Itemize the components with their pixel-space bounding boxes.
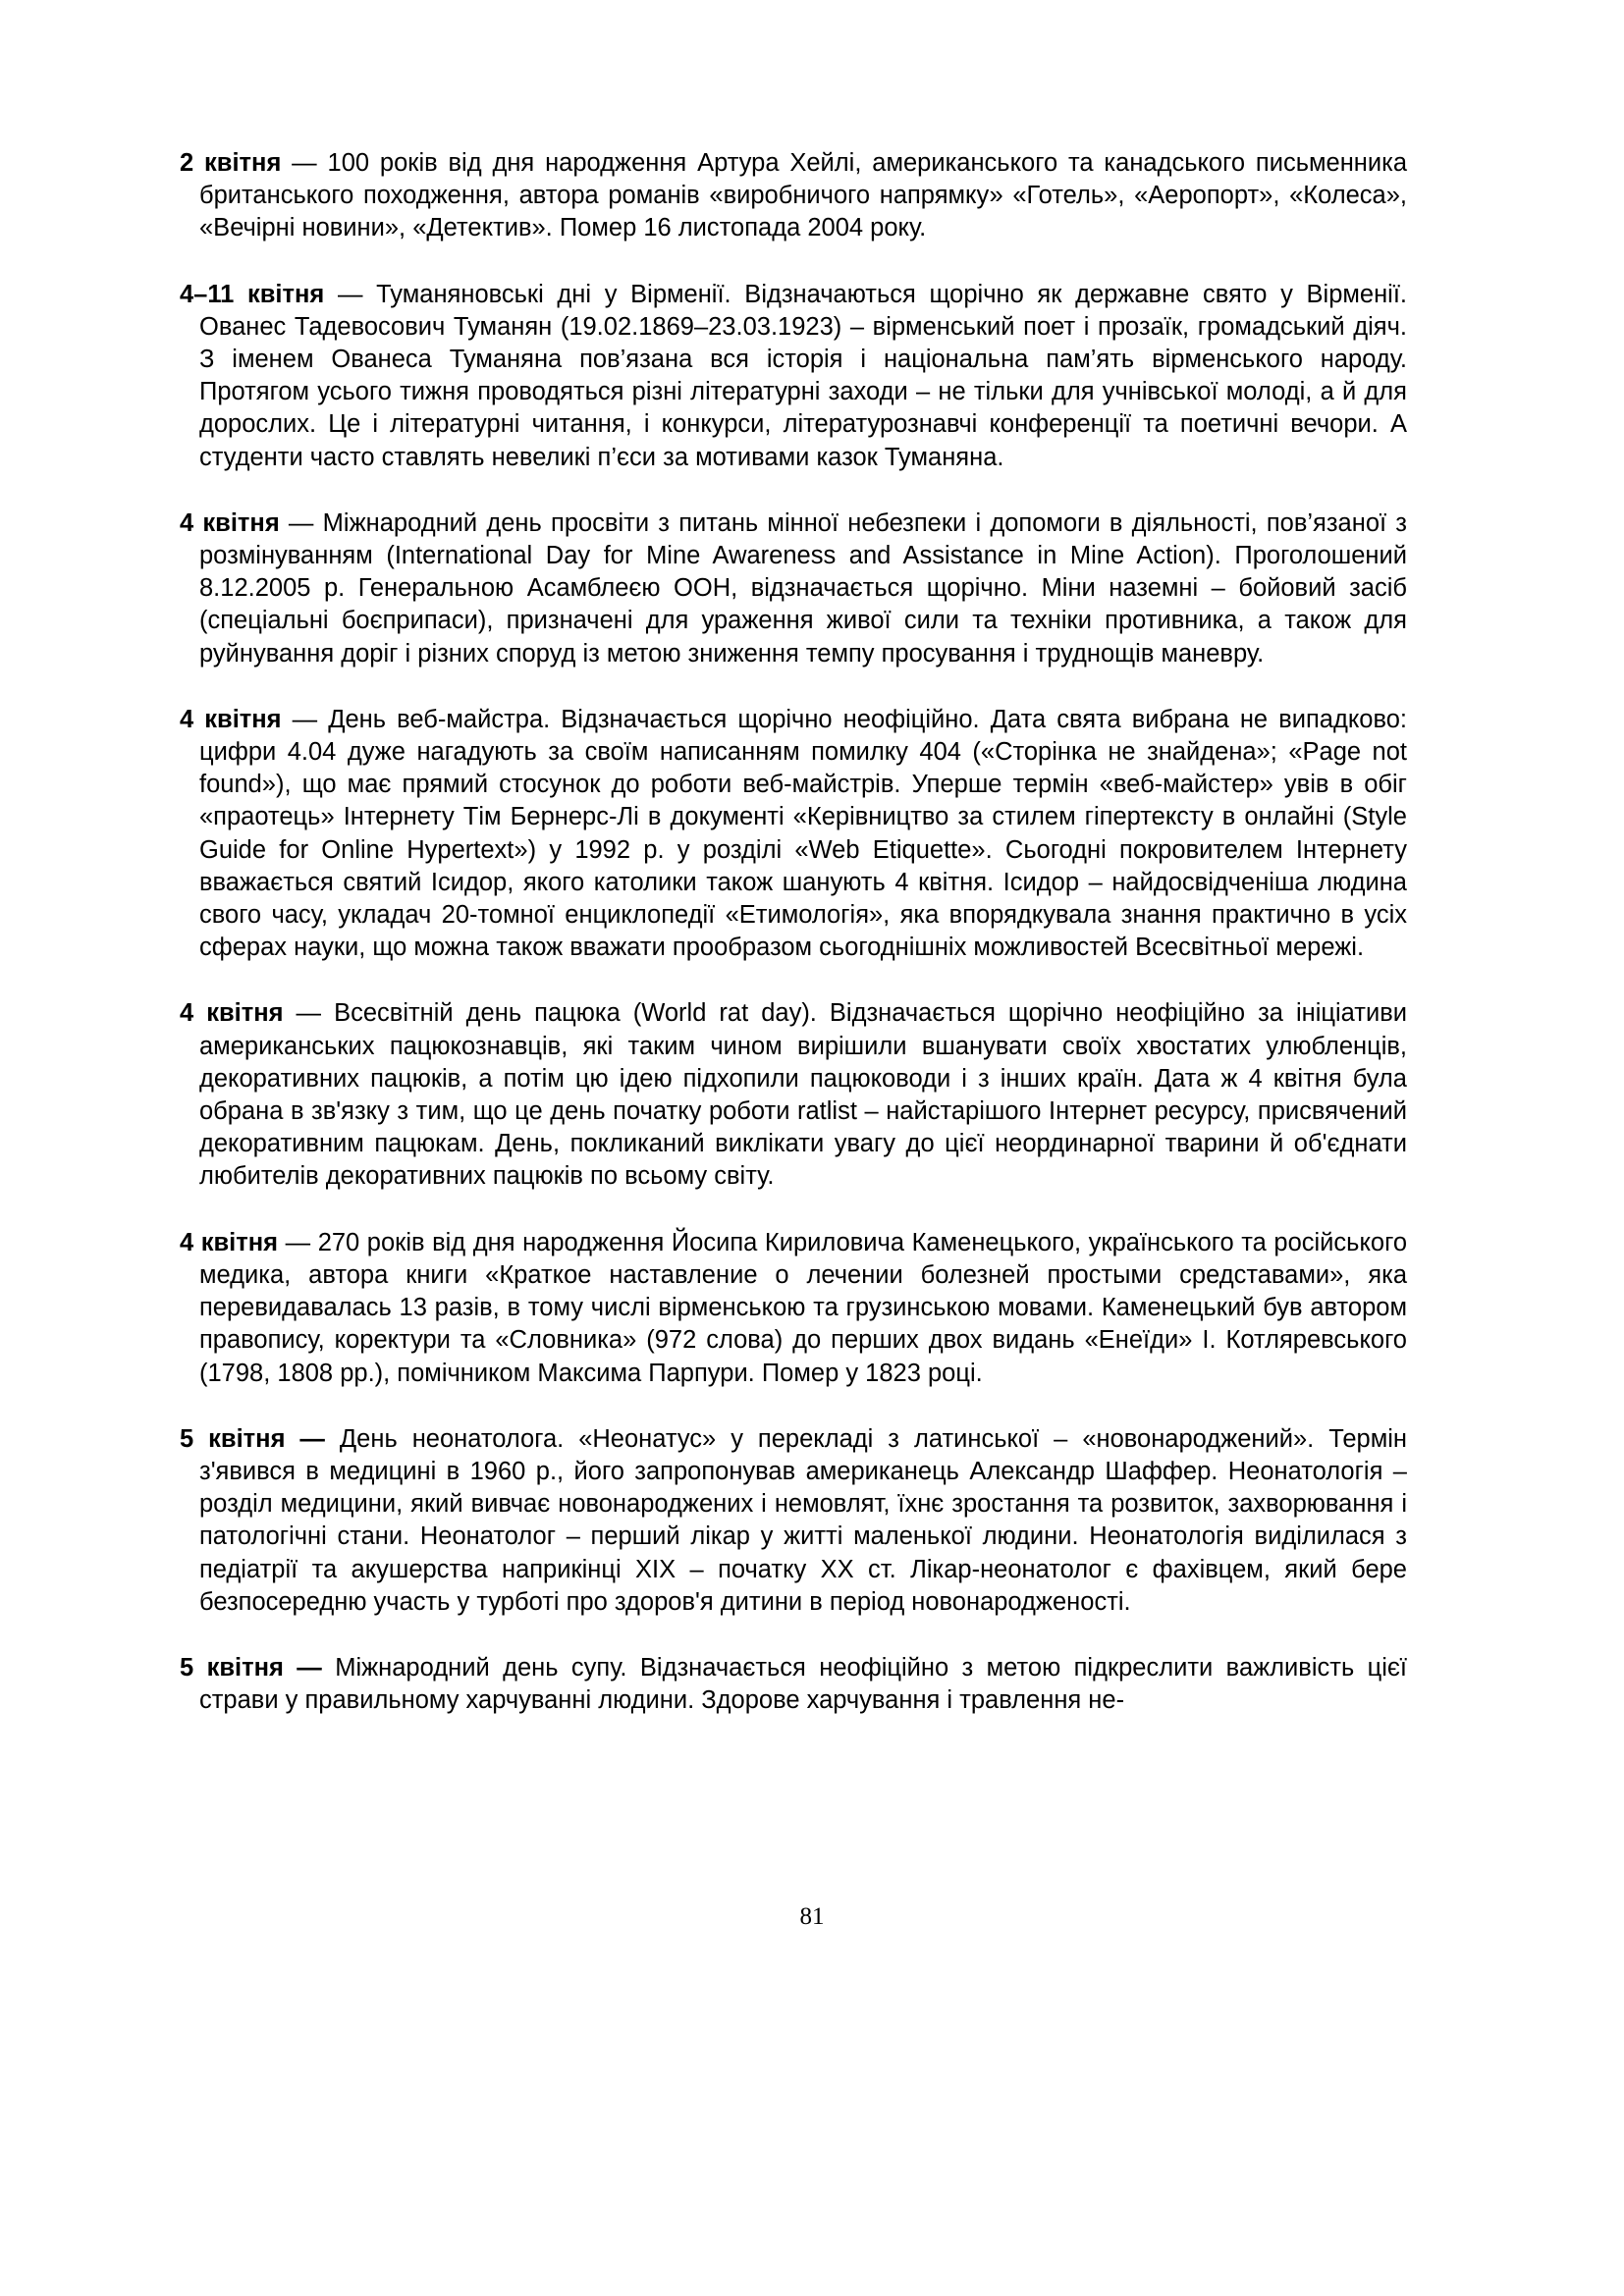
calendar-entry — [180, 147, 1407, 245]
entry-dash: — — [285, 1424, 340, 1453]
entry-dash: — — [279, 508, 323, 537]
entry-dash: — — [324, 280, 377, 308]
entry-paragraph — [180, 997, 1407, 1193]
entry-text: День неонатолога. «Неонатус» у перекладі з латинської – «новонароджений». Термін з'явився в медицині в 1960 р., його запропонував американець Александр Шаффер. Неонатологія – розділ медицини, який вивчає новонароджених і немовлят, їхнє зростання та розвиток, захворювання і патологічні стани. Неонатолог – перший лікар у житті маленької людини. Неонатологія виділилася з педіатрії та акушерства наприкінці XIX – початку XX ст. Лікар-неонатолог є фахівцем, який бере безпосередню участь у турботі про здоров'я дитини в період новонародженості. — [199, 1424, 1408, 1616]
entry-paragraph — [180, 1227, 1407, 1390]
entry-text: Всесвітній день пацюка (World rat day). Відзначається щорічно неофіційно за ініціативи американських пацюкознавців, які таким чином вирішили вшанувати своїх хвостатих улюбленців, декоративних пацюків, а потім цю ідею підхопили пацюководи і з інших країн. Дата ж 4 квітня була обрана в зв'язку з тим, що це день початку роботи ratlist – найстарішого Інтернет ресурсу, присвячений декоративним пацюкам. День, покликаний виклікати увагу до цієї неординарної тварини й об'єднати любителів декоративних пацюків по всьому світу. — [199, 999, 1408, 1191]
calendar-entry — [180, 279, 1407, 474]
entry-paragraph — [180, 704, 1407, 965]
entry-text: Міжнародний день супу. Відзначається неофіційно з метою підкреслити важливість цієї страви у правильному харчуванні людини. Здорове харчування і травлення не- — [199, 1653, 1408, 1715]
entry-dash: — — [283, 999, 335, 1028]
calendar-entry — [180, 507, 1407, 670]
entry-dash: — — [283, 1653, 336, 1682]
entry-dash: — — [278, 1228, 318, 1256]
entry-date: 5 квітня — [180, 1424, 286, 1453]
entry-paragraph — [180, 1652, 1407, 1717]
calendar-entry — [180, 1423, 1407, 1619]
entry-text: 270 років від дня народження Йосипа Кириловича Каменецького, українського та російського медика, автора книги «Краткое наставление о лечении болезней простыми средставами», яка перевидавалась 13 разів, в тому числі вірменською та грузинською мовами. Каменецький був автором правопису, коректури та «Словника» (972 слова) до перших двох видань «Енеїди» І. Котляревського (1798, 1808 рр.), помічником Максима Парпури. Помер у 1823 році. — [199, 1228, 1408, 1387]
entry-paragraph — [180, 279, 1407, 474]
entry-date: 4 квітня — [180, 999, 284, 1028]
document-page — [180, 147, 1407, 1750]
entry-date: 4 квітня — [180, 1228, 279, 1256]
entry-date: 2 квітня — [180, 149, 282, 177]
entry-text: Міжнародний день просвіти з питань мінної небезпеки і допомоги в діяльності, пов’язаної з розмінуванням (International Day for Mine Awareness and Assistance in Mine Action). Проголошений 8.12.2005 р. Генеральною Асамблеєю ООН, відзначається щорічно. Міни наземні – бойовий засіб (спеціальні боєприпаси), призначені для ураження живої сили та техніки противника, а також для руйнування доріг і різних споруд із метою зниження темпу просування і труднощів маневру. — [199, 508, 1408, 667]
entry-date: 4 квітня — [180, 705, 282, 733]
calendar-entry — [180, 1652, 1407, 1717]
entry-text: 100 років від дня народження Артура Хейлі, американського та канадського письменника британського походження, автора романів «виробничого напрямку» «Готель», «Аеропорт», «Колеса», «Вечірні новини», «Детектив». Помер 16 листопада 2004 року. — [199, 149, 1407, 242]
entry-dash: — — [281, 149, 328, 177]
entry-paragraph — [180, 1423, 1407, 1619]
calendar-entry — [180, 1227, 1407, 1390]
entry-date: 5 квітня — [180, 1653, 284, 1682]
entry-date: 4 квітня — [180, 508, 280, 537]
entry-dash: — — [281, 705, 329, 733]
calendar-entry — [180, 997, 1407, 1193]
entry-text: День веб-майстра. Відзначається щорічно неофіційно. Дата свята вибрана не випадково: цифри 4.04 дуже нагадують за своїм написанням помилку 404 («Сторінка не знайдена»; «Page not found»), що має прямий стосунок до роботи веб-майстрів. Уперше термін «веб-майстер» увів в обіг «праотець» Інтернету Тім Бернерс-Лі в документі «Керівництво за стилем гіпертексту в онлайні (Style Guide for Online Hypertext») у 1992 р. у розділі «Web Etiquette». Сьогодні покровителем Інтернету вважається святий Ісидор, якого католики також шанують 4 квітня. Ісидор – найдосвідченіша людина свого часу, укладач 20-томної енциклопедії «Етимологія», яка впорядкувала знання практично в усіх сферах науки, що можна також вважати прообразом сьогоднішніх можливостей Всесвітньої мережі. — [199, 705, 1408, 962]
entry-paragraph — [180, 507, 1407, 670]
entry-text: Туманяновські дні у Вірменії. Відзначаються щорічно як державне свято у Вірменії. Ованес Тадевосович Туманян (19.02.1869–23.03.1923) – вірменський поет і прозаїк, громадський діяч. З іменем Ованеса Туманяна пов’язана вся історія і національна пам’ять вірменського народу. Протягом усього тижня проводяться різні літературні заходи – не тільки для учнівської молоді, а й для дорослих. Це і літературні читання, і конкурси, літературознавчі конференції та поетичні вечори. А студенти часто ставлять невеликі п’єси за мотивами казок Туманяна. — [199, 280, 1408, 471]
entry-paragraph — [180, 147, 1407, 245]
calendar-entry — [180, 704, 1407, 965]
entry-date: 4–11 квітня — [180, 280, 325, 308]
page-number: 81 — [799, 1903, 825, 1930]
